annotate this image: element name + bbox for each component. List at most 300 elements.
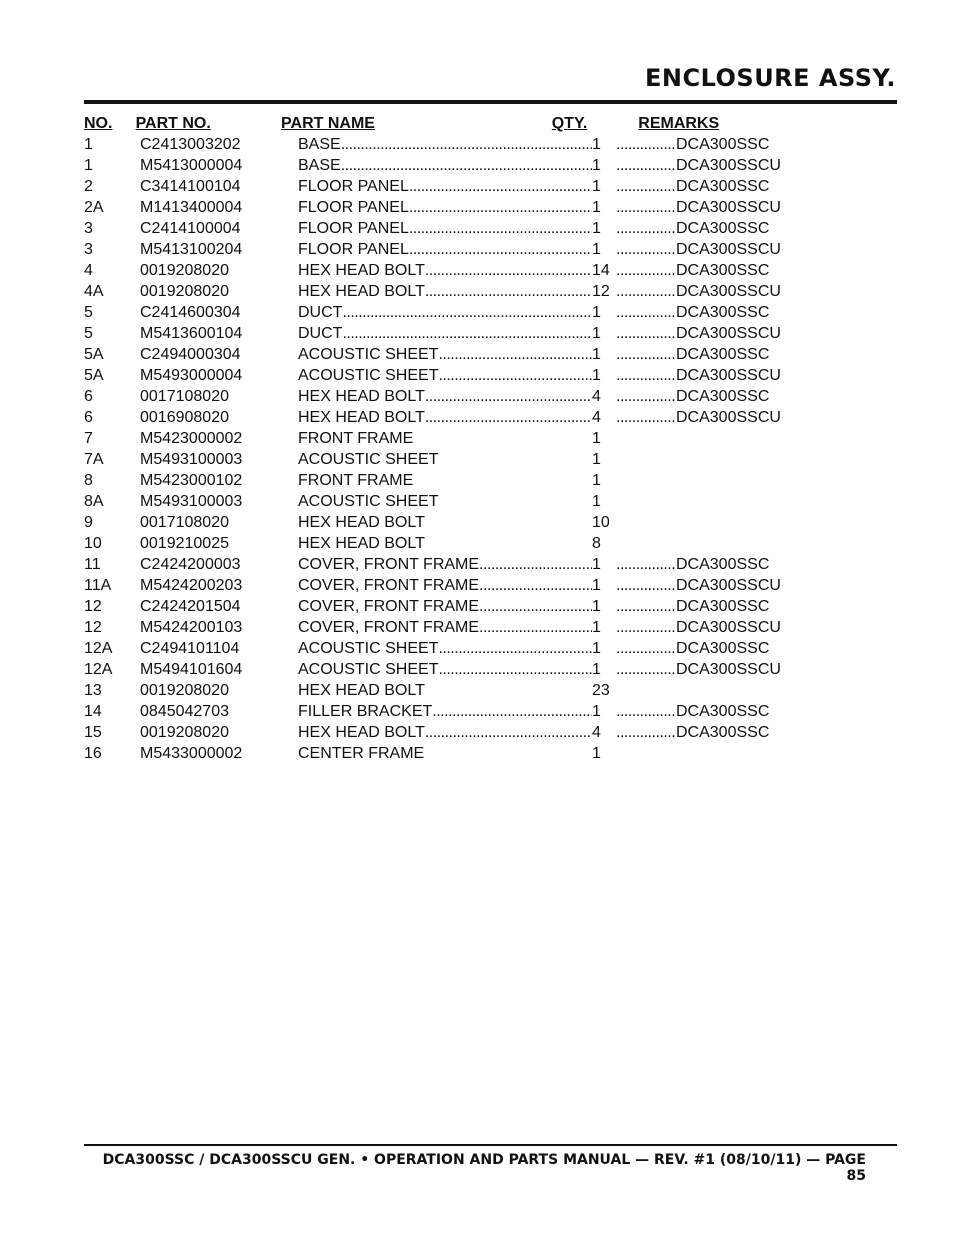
part-number: M5493100003: [140, 451, 243, 468]
item-number: 5A: [84, 367, 104, 384]
quantity: 1: [592, 178, 601, 195]
remarks: DCA300SSC: [676, 556, 770, 573]
part-name-cell: [298, 659, 592, 680]
part-name-cell: [298, 428, 592, 449]
part-name: ACOUSTIC SHEET: [298, 661, 439, 678]
part-name-cell: [298, 302, 592, 323]
table-row: [84, 722, 804, 743]
part-name: BASE: [298, 157, 341, 174]
remarks-cell: [612, 428, 792, 449]
part-name: DUCT: [298, 325, 343, 342]
column-header-qty: QTY.: [551, 115, 588, 132]
remarks-cell: [612, 323, 792, 344]
dot-leader: [612, 197, 676, 218]
dot-leader: [425, 260, 592, 281]
remarks-cell: [612, 638, 792, 659]
dot-leader: [413, 470, 592, 491]
table-row: [84, 323, 804, 344]
quantity: 1: [592, 493, 601, 510]
dot-leader: [409, 176, 592, 197]
item-number: 3: [84, 241, 93, 258]
dot-leader: [612, 638, 676, 659]
remarks-cell: [612, 365, 792, 386]
dot-leader: [612, 512, 676, 533]
dot-leader: [612, 659, 676, 680]
dot-leader: [438, 491, 592, 512]
remarks: DCA300SSC: [676, 598, 770, 615]
part-name: COVER, FRONT FRAME: [298, 577, 480, 594]
item-number: 2: [84, 178, 93, 195]
part-number: 0019208020: [140, 262, 229, 279]
part-number: C2424200003: [140, 556, 241, 573]
part-number: 0845042703: [140, 703, 229, 720]
dot-leader: [432, 701, 592, 722]
quantity: 1: [592, 304, 601, 321]
remarks-cell: [612, 680, 792, 701]
remarks-cell: [612, 701, 792, 722]
table-row: [84, 218, 804, 239]
item-number: 1: [84, 136, 93, 153]
part-name-cell: [298, 575, 592, 596]
part-name: HEX HEAD BOLT: [298, 283, 425, 300]
table-row: [84, 155, 804, 176]
item-number: 11A: [84, 577, 112, 594]
dot-leader: [342, 323, 592, 344]
dot-leader: [612, 575, 676, 596]
part-name-cell: [298, 743, 592, 764]
remarks-cell: [612, 407, 792, 428]
quantity: 1: [592, 325, 601, 342]
part-name-cell: [298, 344, 592, 365]
dot-leader: [425, 386, 592, 407]
part-name: FLOOR PANEL: [298, 199, 409, 216]
dot-leader: [438, 659, 592, 680]
part-number: M5413600104: [140, 325, 243, 342]
part-name-cell: [298, 722, 592, 743]
table-row: [84, 512, 804, 533]
remarks-cell: [612, 491, 792, 512]
table-row: [84, 596, 804, 617]
dot-leader: [612, 743, 676, 764]
quantity: 4: [592, 724, 601, 741]
item-number: 5: [84, 304, 93, 321]
part-name: COVER, FRONT FRAME: [298, 598, 480, 615]
dot-leader: [612, 470, 676, 491]
dot-leader: [438, 365, 592, 386]
footer-divider: [84, 1144, 897, 1146]
remarks-cell: [612, 470, 792, 491]
part-name: FRONT FRAME: [298, 430, 414, 447]
dot-leader: [424, 743, 592, 764]
dot-leader: [479, 596, 592, 617]
remarks-cell: [612, 281, 792, 302]
item-number: 10: [84, 535, 102, 552]
item-number: 1: [84, 157, 93, 174]
table-row: [84, 386, 804, 407]
part-number: C3414100104: [140, 178, 241, 195]
part-name: COVER, FRONT FRAME: [298, 556, 480, 573]
quantity: 1: [592, 157, 601, 174]
table-row: [84, 302, 804, 323]
quantity: 1: [592, 619, 601, 636]
item-number: 4: [84, 262, 93, 279]
part-name-cell: [298, 470, 592, 491]
item-number: 9: [84, 514, 93, 531]
remarks: DCA300SSCU: [676, 157, 781, 174]
item-number: 16: [84, 745, 102, 762]
part-name: FLOOR PANEL: [298, 241, 409, 258]
part-number: C2414100004: [140, 220, 241, 237]
remarks-cell: [612, 302, 792, 323]
remarks-cell: [612, 344, 792, 365]
table-row: [84, 659, 804, 680]
part-name: BASE: [298, 136, 341, 153]
dot-leader: [612, 680, 676, 701]
item-number: 14: [84, 703, 102, 720]
quantity: 23: [592, 682, 610, 699]
dot-leader: [612, 218, 676, 239]
part-name-cell: [298, 533, 592, 554]
item-number: 11: [84, 556, 101, 573]
quantity: 1: [592, 703, 601, 720]
quantity: 1: [592, 745, 601, 762]
remarks: DCA300SSC: [676, 346, 770, 363]
part-name: HEX HEAD BOLT: [298, 724, 425, 741]
dot-leader: [612, 239, 676, 260]
quantity: 14: [592, 262, 610, 279]
dot-leader: [612, 596, 676, 617]
dot-leader: [612, 428, 676, 449]
dot-leader: [479, 554, 592, 575]
remarks: DCA300SSCU: [676, 325, 781, 342]
table-row: [84, 428, 804, 449]
dot-leader: [612, 260, 676, 281]
part-number: M5423000002: [140, 430, 243, 447]
table-row: [84, 491, 804, 512]
item-number: 12A: [84, 640, 113, 657]
remarks: DCA300SSC: [676, 136, 770, 153]
part-name: HEX HEAD BOLT: [298, 262, 425, 279]
dot-leader: [612, 491, 676, 512]
remarks-cell: [612, 533, 792, 554]
dot-leader: [612, 365, 676, 386]
dot-leader: [612, 449, 676, 470]
dot-leader: [425, 722, 592, 743]
dot-leader: [612, 281, 676, 302]
item-number: 5A: [84, 346, 104, 363]
dot-leader: [409, 239, 592, 260]
remarks: DCA300SSCU: [676, 367, 781, 384]
dot-leader: [438, 638, 592, 659]
part-name: HEX HEAD BOLT: [298, 682, 425, 699]
part-name-cell: [298, 638, 592, 659]
dot-leader: [425, 407, 592, 428]
table-row: [84, 176, 804, 197]
dot-leader: [341, 155, 592, 176]
table-header-row: [84, 113, 804, 134]
quantity: 1: [592, 367, 601, 384]
dot-leader: [612, 554, 676, 575]
remarks: DCA300SSC: [676, 262, 770, 279]
part-number: M5423000102: [140, 472, 243, 489]
table-row: [84, 743, 804, 764]
part-number: M5413000004: [140, 157, 243, 174]
part-name-cell: [298, 617, 592, 638]
remarks: DCA300SSC: [676, 640, 770, 657]
remarks-cell: [612, 155, 792, 176]
dot-leader: [612, 134, 676, 155]
dot-leader: [612, 155, 676, 176]
part-number: M5424200103: [140, 619, 243, 636]
dot-leader: [342, 302, 592, 323]
part-name: FRONT FRAME: [298, 472, 414, 489]
part-name-cell: [298, 155, 592, 176]
table-row: [84, 281, 804, 302]
quantity: 1: [592, 598, 601, 615]
dot-leader: [612, 722, 676, 743]
item-number: 5: [84, 325, 93, 342]
table-row: [84, 239, 804, 260]
column-header-remarks: REMARKS: [638, 115, 720, 132]
quantity: 1: [592, 472, 601, 489]
part-name-cell: [298, 680, 592, 701]
quantity: 1: [592, 199, 601, 216]
table-row: [84, 701, 804, 722]
part-name: HEX HEAD BOLT: [298, 535, 425, 552]
remarks-cell: [612, 260, 792, 281]
column-header-no: NO.: [84, 115, 113, 132]
remarks-cell: [612, 197, 792, 218]
remarks: DCA300SSC: [676, 178, 770, 195]
part-name-cell: [298, 134, 592, 155]
part-name: DUCT: [298, 304, 343, 321]
parts-table: [84, 113, 804, 764]
remarks-cell: [612, 449, 792, 470]
part-name: ACOUSTIC SHEET: [298, 493, 439, 510]
part-name-cell: [298, 176, 592, 197]
quantity: 1: [592, 430, 601, 447]
table-row: [84, 365, 804, 386]
dot-leader: [425, 680, 592, 701]
table-row: [84, 134, 804, 155]
part-number: 0019210025: [140, 535, 229, 552]
part-number: M1413400004: [140, 199, 243, 216]
remarks: DCA300SSC: [676, 703, 770, 720]
dot-leader: [479, 575, 592, 596]
dot-leader: [612, 701, 676, 722]
part-name-cell: [298, 596, 592, 617]
part-name: FLOOR PANEL: [298, 178, 409, 195]
part-name: HEX HEAD BOLT: [298, 409, 425, 426]
part-name: ACOUSTIC SHEET: [298, 346, 439, 363]
header-divider: [84, 100, 897, 104]
part-name: FLOOR PANEL: [298, 220, 409, 237]
item-number: 3: [84, 220, 93, 237]
remarks-cell: [612, 134, 792, 155]
dot-leader: [612, 323, 676, 344]
dot-leader: [438, 449, 592, 470]
item-number: 6: [84, 388, 93, 405]
part-name-cell: [298, 701, 592, 722]
item-number: 6: [84, 409, 93, 426]
dot-leader: [425, 281, 592, 302]
dot-leader: [612, 617, 676, 638]
remarks-cell: [612, 722, 792, 743]
dot-leader: [409, 197, 592, 218]
remarks-cell: [612, 575, 792, 596]
item-number: 12: [84, 598, 102, 615]
quantity: 10: [592, 514, 610, 531]
item-number: 12A: [84, 661, 113, 678]
part-number: 0017108020: [140, 388, 229, 405]
quantity: 8: [592, 535, 601, 552]
item-number: 7A: [84, 451, 104, 468]
part-name: ACOUSTIC SHEET: [298, 451, 439, 468]
dot-leader: [612, 176, 676, 197]
table-row: [84, 680, 804, 701]
part-number: M5493100003: [140, 493, 243, 510]
part-name: ACOUSTIC SHEET: [298, 640, 439, 657]
remarks-cell: [612, 512, 792, 533]
part-name-cell: [298, 197, 592, 218]
remarks-cell: [612, 659, 792, 680]
quantity: 1: [592, 241, 601, 258]
item-number: 12: [84, 619, 102, 636]
remarks: DCA300SSCU: [676, 619, 781, 636]
part-number: M5413100204: [140, 241, 243, 258]
part-number: C2494000304: [140, 346, 241, 363]
part-name-cell: [298, 218, 592, 239]
part-name-cell: [298, 260, 592, 281]
item-number: 13: [84, 682, 102, 699]
dot-leader: [612, 302, 676, 323]
part-name-cell: [298, 386, 592, 407]
quantity: 1: [592, 346, 601, 363]
remarks: DCA300SSCU: [676, 283, 781, 300]
item-number: 4A: [84, 283, 104, 300]
item-number: 7: [84, 430, 93, 447]
remarks-cell: [612, 218, 792, 239]
part-number: C2424201504: [140, 598, 241, 615]
table-row: [84, 575, 804, 596]
remarks: DCA300SSC: [676, 220, 770, 237]
item-number: 8: [84, 472, 93, 489]
table-row: [84, 197, 804, 218]
part-number: M5494101604: [140, 661, 243, 678]
part-number: 0017108020: [140, 514, 229, 531]
part-number: C2414600304: [140, 304, 241, 321]
part-number: M5424200203: [140, 577, 243, 594]
quantity: 1: [592, 556, 601, 573]
quantity: 1: [592, 220, 601, 237]
remarks-cell: [612, 386, 792, 407]
remarks: DCA300SSCU: [676, 199, 781, 216]
dot-leader: [479, 617, 592, 638]
part-number: M5493000004: [140, 367, 243, 384]
quantity: 1: [592, 136, 601, 153]
part-number: 0019208020: [140, 724, 229, 741]
dot-leader: [425, 512, 592, 533]
remarks-cell: [612, 554, 792, 575]
quantity: 1: [592, 640, 601, 657]
dot-leader: [425, 533, 592, 554]
table-row: [84, 449, 804, 470]
page-footer: DCA300SSC / DCA300SSCU GEN. • OPERATION AND PARTS MANUAL — REV. #1 (08/10/11) — PAGE 85: [102, 1152, 866, 1184]
dot-leader: [612, 407, 676, 428]
remarks: DCA300SSC: [676, 724, 770, 741]
dot-leader: [413, 428, 592, 449]
part-name-cell: [298, 554, 592, 575]
dot-leader: [612, 344, 676, 365]
table-row: [84, 344, 804, 365]
remarks-cell: [612, 239, 792, 260]
part-name-cell: [298, 323, 592, 344]
quantity: 4: [592, 409, 601, 426]
table-row: [84, 260, 804, 281]
quantity: 4: [592, 388, 601, 405]
part-number: 0019208020: [140, 682, 229, 699]
quantity: 12: [592, 283, 610, 300]
remarks-cell: [612, 743, 792, 764]
part-name-cell: [298, 491, 592, 512]
part-name-cell: [298, 449, 592, 470]
remarks: DCA300SSCU: [676, 661, 781, 678]
remarks: DCA300SSCU: [676, 577, 781, 594]
dot-leader: [612, 533, 676, 554]
item-number: 8A: [84, 493, 104, 510]
part-name-cell: [298, 281, 592, 302]
table-row: [84, 638, 804, 659]
item-number: 15: [84, 724, 102, 741]
remarks: DCA300SSCU: [676, 409, 781, 426]
part-number: C2413003202: [140, 136, 241, 153]
part-name: HEX HEAD BOLT: [298, 388, 425, 405]
part-number: M5433000002: [140, 745, 243, 762]
column-header-part-no: PART NO.: [135, 115, 211, 132]
dot-leader: [438, 344, 592, 365]
part-name: ACOUSTIC SHEET: [298, 367, 439, 384]
part-number: 0019208020: [140, 283, 229, 300]
table-row: [84, 533, 804, 554]
table-row: [84, 617, 804, 638]
part-name: CENTER FRAME: [298, 745, 425, 762]
remarks: DCA300SSC: [676, 388, 770, 405]
remarks-cell: [612, 176, 792, 197]
table-row: [84, 470, 804, 491]
dot-leader: [409, 218, 592, 239]
remarks: DCA300SSC: [676, 304, 770, 321]
table-row: [84, 554, 804, 575]
part-name: HEX HEAD BOLT: [298, 514, 425, 531]
table-row: [84, 407, 804, 428]
part-name-cell: [298, 365, 592, 386]
quantity: 1: [592, 661, 601, 678]
item-number: 2A: [84, 199, 104, 216]
quantity: 1: [592, 577, 601, 594]
dot-leader: [341, 134, 592, 155]
column-header-part-name: PART NAME: [281, 115, 375, 132]
remarks: DCA300SSCU: [676, 241, 781, 258]
quantity: 1: [592, 451, 601, 468]
part-number: 0016908020: [140, 409, 229, 426]
page-title: ENCLOSURE ASSY.: [644, 64, 896, 92]
part-name: COVER, FRONT FRAME: [298, 619, 480, 636]
part-number: C2494101104: [140, 640, 240, 657]
part-name: FILLER BRACKET: [298, 703, 433, 720]
part-name-cell: [298, 512, 592, 533]
dot-leader: [612, 386, 676, 407]
remarks-cell: [612, 617, 792, 638]
